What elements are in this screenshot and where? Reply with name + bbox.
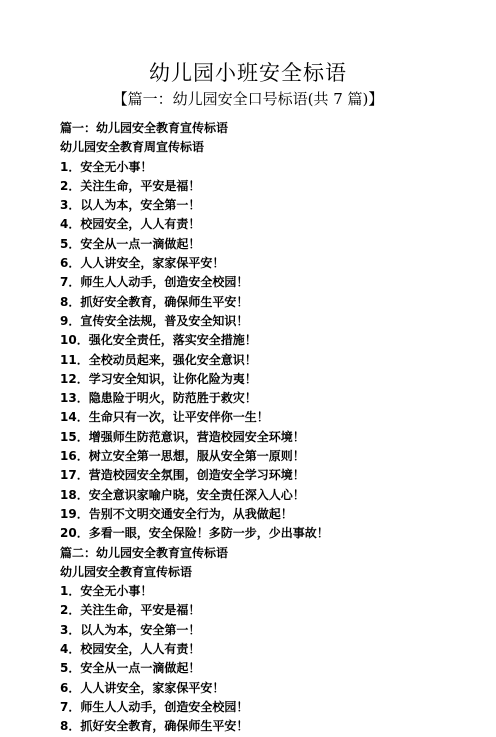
text-line: 18．安全意识家喻户晓，安全责任深入人心！: [60, 487, 305, 502]
text-line: 幼儿园安全教育周宣传标语: [60, 140, 205, 155]
text-line: 1．安全无小事！: [60, 584, 153, 599]
text-line: 2．关注生命，平安是福！: [60, 178, 201, 193]
text-line: 7．师生人人动手，创造安全校园！: [60, 699, 249, 714]
text-line: 17．营造校园安全氛围，创造安全学习环境！: [60, 468, 305, 483]
text-line: 3．以人为本，安全第一！: [60, 198, 201, 213]
text-line: 4．校园安全，人人有责！: [60, 217, 201, 232]
text-line: 1．安全无小事！: [60, 159, 153, 174]
page-title: 幼儿园小班安全标语: [149, 61, 347, 85]
text-line: 11．全校动员起来，强化安全意识！: [60, 352, 257, 367]
text-line: 14．生命只有一次，让平安伴你一生！: [60, 410, 269, 425]
text-line: 16．树立安全第一思想，服从安全第一原则！: [60, 449, 305, 464]
text-line: 篇一：幼儿园安全教育宣传标语: [60, 121, 229, 135]
text-line: 5．安全从一点一滴做起！: [60, 236, 201, 251]
text-line: 3．以人为本，安全第一！: [60, 622, 201, 637]
text-line: 2．关注生命，平安是福！: [60, 603, 201, 618]
text-line: 15．增强师生防范意识，营造校园安全环境！: [60, 429, 305, 444]
text-line: 7．师生人人动手，创造安全校园！: [60, 275, 249, 290]
text-line: 13．隐患险于明火，防范胜于救灾！: [60, 391, 257, 406]
text-line: 8．抓好安全教育，确保师生平安！: [60, 719, 249, 734]
text-line: 6．人人讲安全，家家保平安！: [60, 680, 225, 695]
text-line: 20．多看一眼，安全保险！多防一步，少出事故！: [60, 526, 329, 541]
text-line: 5．安全从一点一滴做起！: [60, 661, 201, 676]
page-subtitle: 【篇一：幼儿园安全口号标语(共 7 篇)】: [112, 90, 384, 108]
slogan-list: [60, 119, 480, 737]
text-line: 19．告别不文明交通安全行为，从我做起！: [60, 506, 293, 521]
text-line: 幼儿园安全教育宣传标语: [60, 564, 193, 579]
text-line: 篇二：幼儿园安全教育宣传标语: [60, 545, 229, 560]
text-line: 6．人人讲安全，家家保平安！: [60, 256, 225, 271]
text-line: 4．校园安全，人人有责！: [60, 642, 201, 657]
text-line: 10．强化安全责任，落实安全措施！: [60, 333, 257, 348]
text-line: 12．学习安全知识，让你化险为夷！: [60, 371, 257, 386]
text-line: 9．宣传安全法规，普及安全知识！: [60, 313, 249, 328]
text-line: 8．抓好安全教育，确保师生平安！: [60, 294, 249, 309]
